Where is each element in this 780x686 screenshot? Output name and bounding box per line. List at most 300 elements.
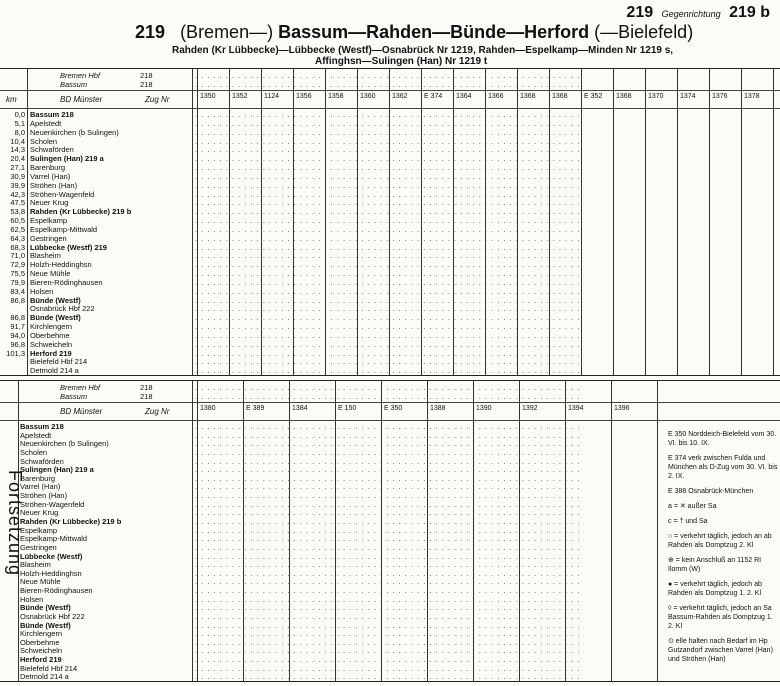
station-row [0, 482, 780, 491]
station-name: Ströhen (Han) [30, 180, 78, 190]
time-dots: . . . . . . . . . . . . . . . . . . . . . . . . . . . . . . . . . . . . . . . . . . . . . . . . . . . . . . . . . . . . . . . [195, 447, 581, 457]
km-value: 60,5 [10, 216, 25, 225]
train-number: 1360 [360, 93, 376, 100]
station-row [0, 629, 780, 638]
time-dots: . . . . . . . . . . . . . . . . . . . . . . . . . . . . . . . . . . . . . . . . . . . . . . . . . . . . . . . . . . . . . . . [195, 286, 581, 296]
time-dots: . . . . . . . . . . . . . . . . . . . . . . . . . . . . . . . . . . . . . . . . . . . . . . . . . . . . . . . . . . . . . . . [195, 672, 581, 682]
time-dots: . . . . . . . . . . . . . . . . . . . . . . . . . . . . . . . . . . . . . . . . . . . . . . . . . . . . . . . . . . . . . . . [195, 586, 581, 596]
station-name: Oberbehme [30, 330, 70, 340]
title-suffix: (—Bielefeld) [594, 22, 694, 42]
time-dots: . . . . . . . . . . . . . . . . . . . . . . . . . . . . . . . . . . . . . . . . . . . . . . . . . . . . . . . . . . . . . . . [195, 304, 581, 314]
time-dots: . . . . . . . . . . . . . . . . . . . . . . . . . . . . . . . . . . . . . . . . . . . . . . . . . . . . . . . . . . . . . . . [195, 525, 581, 535]
station-name: Schweicheln [20, 646, 63, 656]
train-number: E 150 [338, 405, 357, 412]
time-dots: . . . . . . . . . . . . . . . . . . . . . . . . . . . . . . . . . . . . . . . . . . . . . . . . . . . . . . . . . . . . . . . [195, 663, 581, 673]
station-row [0, 357, 780, 366]
station-row [0, 234, 780, 243]
legend-entry: ⊕ = kein Anschluß an 1152 RI Ilomm (W) [668, 557, 762, 573]
time-dots: . . . . . . . . . . . . . . . . . . . . . . . . . . . . . . . . . . . . . . . . . . . . . . . . . . . . . . . . . . . . . . . [195, 577, 581, 587]
time-dots: . . . . . . . . . . . . . . . . . . . . . . . . . . . . . . . . . . . . . . . . . . . . . . . . . . . . . . . . . . . . . . . [195, 430, 581, 440]
station-row [0, 672, 780, 681]
station-row [0, 278, 780, 287]
train-number: E 389 [246, 405, 265, 412]
station-row [0, 198, 780, 207]
time-dots: . . . . . . . . . . . . . . . . . . . . . . . . . . . . . . . . . . . . . . . . . . . . . . . . . . . . . . . . . . . . . . . [195, 216, 581, 225]
station-name: Osnabrück Hbf 222 [20, 611, 85, 621]
station-row [0, 448, 780, 457]
station-name: Neuer Krug [30, 198, 69, 208]
train-number: 1394 [568, 405, 584, 412]
station-name: Holsen [20, 594, 44, 604]
time-dots: . . . . . . . . . . . . . . . . . . . . . . . . . . . . . . . . . . . . . . . . . . . . . . . . . . . . . . . . . . . . . . . [195, 392, 581, 401]
station-row [0, 154, 780, 163]
station-name: Espelkamp-Mittwald [30, 224, 98, 234]
column-rule [335, 381, 336, 681]
time-dots: . . . . . . . . . . . . . . . . . . . . . . . . . . . . . . . . . . . . . . . . . . . . . . . . . . . . . . . . . . . . . . . [195, 646, 581, 656]
station-ref: 218 [140, 71, 153, 80]
column-rule [709, 69, 710, 375]
time-dots: . . . . . . . . . . . . . . . . . . . . . . . . . . . . . . . . . . . . . . . . . . . . . . . . . . . . . . . . . . . . . . . [195, 71, 581, 80]
station-name: Bünde (Westf) [30, 313, 81, 323]
km-value: 39,9 [10, 180, 25, 190]
station-row [0, 260, 780, 269]
station-name: Barenburg [20, 473, 56, 483]
column-rule [517, 69, 518, 375]
top-row [0, 71, 780, 80]
legend-entry: a = ✕ außer Sa [668, 503, 717, 510]
km-value: 30,9 [10, 171, 25, 181]
time-dots: . . . . . . . . . . . . . . . . . . . . . . . . . . . . . . . . . . . . . . . . . . . . . . . . . . . . . . . . . . . . . . . [195, 629, 581, 639]
station-name: Scholen [20, 447, 48, 457]
train-number: E 352 [584, 93, 603, 100]
time-dots: . . . . . . . . . . . . . . . . . . . . . . . . . . . . . . . . . . . . . . . . . . . . . . . . . . . . . . . . . . . . . . . [195, 198, 581, 208]
time-dots: . . . . . . . . . . . . . . . . . . . . . . . . . . . . . . . . . . . . . . . . . . . . . . . . . . . . . . . . . . . . . . . [195, 499, 581, 509]
station-name: Holzh-Heddinghsn [30, 260, 92, 270]
column-rule [243, 381, 244, 681]
station-row [0, 322, 780, 331]
station-name: Schweicheln [30, 339, 73, 349]
station-name: Neuer Krug [20, 508, 59, 518]
km-value: 27,1 [10, 163, 25, 172]
time-dots: . . . . . . . . . . . . . . . . . . . . . . . . . . . . . . . . . . . . . . . . . . . . . . . . . . . . . . . . . . . . . . . [195, 611, 581, 621]
train-number: 1124 [264, 93, 280, 100]
station-name: Detmold 214 a [20, 672, 69, 682]
station-row [0, 296, 780, 305]
station-row [0, 119, 780, 128]
km-value: 68,3 [10, 242, 25, 252]
page-title [135, 22, 693, 43]
station-name: Ströhen (Han) [20, 491, 68, 501]
km-value: 86,8 [10, 313, 25, 323]
column-rule [27, 69, 28, 375]
km-value: 62,5 [10, 224, 25, 234]
station-row [0, 181, 780, 190]
station-name: Bremen Hbf [60, 383, 101, 392]
header-rule [0, 108, 780, 109]
station-row [0, 304, 780, 313]
train-number: 1352 [232, 93, 248, 100]
station-ref: 218 [140, 80, 153, 89]
legend-entry: ○ = verkehrt täglich, jedoch an ab Rahden als Domptzug 2. Kl [668, 533, 772, 549]
column-rule [389, 69, 390, 375]
km-value: 64,3 [10, 233, 25, 243]
station-name: Bieren-Rödinghausen [20, 586, 93, 596]
train-number: 1388 [430, 405, 446, 412]
station-name: Herford 219 [20, 655, 62, 665]
station-ref: 218 [140, 383, 153, 392]
top-row [0, 392, 780, 401]
station-row [0, 534, 780, 543]
station-name: Espelkamp-Mittwald [20, 534, 88, 544]
km-value: 83,4 [10, 286, 25, 296]
station-row [0, 243, 780, 252]
time-dots: . . . . . . . . . . . . . . . . . . . . . . . . . . . . . . . . . . . . . . . . . . . . . . . . . . . . . . . . . . . . . . . [195, 145, 581, 155]
page-number-header [626, 4, 770, 22]
column-rule [453, 69, 454, 375]
station-name: Espelkamp [30, 216, 68, 225]
station-row [0, 340, 780, 349]
column-rule [657, 381, 658, 681]
station-name: Varrel (Han) [30, 171, 71, 181]
time-dots: . . . . . . . . . . . . . . . . . . . . . . . . . . . . . . . . . . . . . . . . . . . . . . . . . . . . . . . . . . . . . . . [195, 542, 581, 552]
time-dots: . . . . . . . . . . . . . . . . . . . . . . . . . . . . . . . . . . . . . . . . . . . . . . . . . . . . . . . . . . . . . . . [195, 251, 581, 261]
column-rule [293, 69, 294, 375]
station-name: Ströhen-Wagenfeld [20, 499, 85, 509]
station-name: Schwaförden [20, 456, 64, 466]
station-row [0, 612, 780, 621]
station-name: Blasheim [20, 560, 51, 570]
station-name: Bünde (Westf) [20, 603, 71, 613]
train-number: 1378 [744, 93, 760, 100]
time-dots: . . . . . . . . . . . . . . . . . . . . . . . . . . . . . . . . . . . . . . . . . . . . . . . . . . . . . . . . . . . . . . . [195, 366, 581, 376]
time-dots: . . . . . . . . . . . . . . . . . . . . . . . . . . . . . . . . . . . . . . . . . . . . . . . . . . . . . . . . . . . . . . . [195, 422, 581, 431]
time-dots: . . . . . . . . . . . . . . . . . . . . . . . . . . . . . . . . . . . . . . . . . . . . . . . . . . . . . . . . . . . . . . . [195, 473, 581, 483]
station-name: Bünde (Westf) [20, 620, 71, 630]
top-row [0, 383, 780, 392]
km-value: 10,4 [10, 136, 25, 146]
train-number: 1368 [616, 93, 632, 100]
time-dots: . . . . . . . . . . . . . . . . . . . . . . . . . . . . . . . . . . . . . . . . . . . . . . . . . . . . . . . . . . . . . . . [195, 339, 581, 349]
train-number: 1364 [456, 93, 472, 100]
timetable-upper [0, 68, 780, 376]
time-dots: . . . . . . . . . . . . . . . . . . . . . . . . . . . . . . . . . . . . . . . . . . . . . . . . . . . . . . . . . . . . . . . [195, 603, 581, 613]
station-name: Ströhen-Wagenfeld [30, 189, 95, 199]
column-rule [421, 69, 422, 375]
train-number: E 350 [384, 405, 403, 412]
column-rule [197, 69, 198, 375]
time-dots: . . . . . . . . . . . . . . . . . . . . . . . . . . . . . . . . . . . . . . . . . . . . . . . . . . . . . . . . . . . . . . . [195, 482, 581, 492]
station-row [0, 646, 780, 655]
subtitle-line-2: Affinghsn—Sulingen (Han) Nr 1219 t [315, 56, 488, 67]
time-dots: . . . . . . . . . . . . . . . . . . . . . . . . . . . . . . . . . . . . . . . . . . . . . . . . . . . . . . . . . . . . . . . [195, 491, 581, 501]
time-dots: . . . . . . . . . . . . . . . . . . . . . . . . . . . . . . . . . . . . . . . . . . . . . . . . . . . . . . . . . . . . . . . [195, 269, 581, 278]
column-rule [613, 69, 614, 375]
time-dots: . . . . . . . . . . . . . . . . . . . . . . . . . . . . . . . . . . . . . . . . . . . . . . . . . . . . . . . . . . . . . . . [195, 242, 581, 252]
column-rule [611, 381, 612, 681]
station-row [0, 349, 780, 358]
station-name: Bielefeld Hbf 214 [30, 357, 88, 367]
station-name: Barenburg [30, 163, 66, 172]
time-dots: . . . . . . . . . . . . . . . . . . . . . . . . . . . . . . . . . . . . . . . . . . . . . . . . . . . . . . . . . . . . . . . [195, 80, 581, 89]
train-number: 1368 [552, 93, 568, 100]
left-number: 219 [626, 4, 654, 21]
zug-nr-label: Zug Nr [145, 407, 170, 416]
train-number: E 374 [424, 93, 443, 100]
time-dots: . . . . . . . . . . . . . . . . . . . . . . . . . . . . . . . . . . . . . . . . . . . . . . . . . . . . . . . . . . . . . . . [195, 110, 581, 119]
time-dots: . . . . . . . . . . . . . . . . . . . . . . . . . . . . . . . . . . . . . . . . . . . . . . . . . . . . . . . . . . . . . . . [195, 207, 581, 217]
km-value: 20,4 [10, 154, 25, 164]
station-row [0, 172, 780, 181]
column-rule [427, 381, 428, 681]
train-number: 1356 [296, 93, 312, 100]
station-row [0, 269, 780, 278]
time-dots: . . . . . . . . . . . . . . . . . . . . . . . . . . . . . . . . . . . . . . . . . . . . . . . . . . . . . . . . . . . . . . . [195, 534, 581, 544]
time-dots: . . . . . . . . . . . . . . . . . . . . . . . . . . . . . . . . . . . . . . . . . . . . . . . . . . . . . . . . . . . . . . . [195, 127, 581, 137]
legend-entry: E 350 Norddeich-Bielefeld vom 30. VI. bis 10. IX. [668, 431, 777, 447]
time-dots: . . . . . . . . . . . . . . . . . . . . . . . . . . . . . . . . . . . . . . . . . . . . . . . . . . . . . . . . . . . . . . . [195, 620, 581, 630]
station-name: Holzh-Heddinghsn [20, 568, 82, 578]
time-dots: . . . . . . . . . . . . . . . . . . . . . . . . . . . . . . . . . . . . . . . . . . . . . . . . . . . . . . . . . . . . . . . [195, 180, 581, 190]
train-number: 1370 [648, 93, 664, 100]
train-number: 1374 [680, 93, 696, 100]
time-dots: . . . . . . . . . . . . . . . . . . . . . . . . . . . . . . . . . . . . . . . . . . . . . . . . . . . . . . . . . . . . . . . [195, 154, 581, 164]
km-value: 5,1 [14, 118, 25, 128]
train-number: 1366 [488, 93, 504, 100]
train-number: 1384 [292, 405, 308, 412]
time-dots: . . . . . . . . . . . . . . . . . . . . . . . . . . . . . . . . . . . . . . . . . . . . . . . . . . . . . . . . . . . . . . . [195, 508, 581, 518]
km-value: 79,9 [10, 277, 25, 287]
station-row [0, 366, 780, 375]
time-dots: . . . . . . . . . . . . . . . . . . . . . . . . . . . . . . . . . . . . . . . . . . . . . . . . . . . . . . . . . . . . . . . [195, 551, 581, 561]
column-rule [741, 69, 742, 375]
station-name: Oberbehme [20, 637, 60, 647]
header-rule [0, 402, 780, 403]
column-rule [197, 381, 198, 681]
time-dots: . . . . . . . . . . . . . . . . . . . . . . . . . . . . . . . . . . . . . . . . . . . . . . . . . . . . . . . . . . . . . . . [195, 348, 581, 358]
station-row [0, 137, 780, 146]
column-rule [357, 69, 358, 375]
time-dots: . . . . . . . . . . . . . . . . . . . . . . . . . . . . . . . . . . . . . . . . . . . . . . . . . . . . . . . . . . . . . . . [195, 330, 581, 340]
column-rule [325, 69, 326, 375]
station-row [0, 251, 780, 260]
legend [668, 430, 778, 670]
title-prefix: (Bremen—) [180, 22, 274, 42]
train-number: 1350 [200, 93, 216, 100]
time-dots: . . . . . . . . . . . . . . . . . . . . . . . . . . . . . . . . . . . . . . . . . . . . . . . . . . . . . . . . . . . . . . . [195, 224, 581, 234]
column-rule [581, 69, 582, 375]
station-name: Apelstedt [20, 430, 52, 440]
column-rule [473, 381, 474, 681]
station-row [0, 287, 780, 296]
station-name: Varrel (Han) [20, 482, 61, 492]
column-rule [289, 381, 290, 681]
title-route: Bassum—Rahden—Bünde—Herford [278, 22, 590, 42]
station-name: Scholen [30, 136, 58, 146]
station-name: Sulingen (Han) 219 a [30, 154, 104, 164]
station-name: Gestringen [30, 233, 67, 243]
time-dots: . . . . . . . . . . . . . . . . . . . . . . . . . . . . . . . . . . . . . . . . . . . . . . . . . . . . . . . . . . . . . . . [195, 637, 581, 647]
subtitle-line-1: Rahden (Kr Lübbecke)—Lübbecke (Westf)—Osnabrück Nr 1219, Rahden—Espelkamp—Minden Nr 1219 s, [172, 45, 674, 56]
column-rule [381, 381, 382, 681]
station-name: Sulingen (Han) 219 a [20, 465, 94, 475]
station-name: Holsen [30, 286, 54, 296]
time-dots: . . . . . . . . . . . . . . . . . . . . . . . . . . . . . . . . . . . . . . . . . . . . . . . . . . . . . . . . . . . . . . . [195, 568, 581, 578]
title-number: 219 [135, 22, 166, 42]
time-dots: . . . . . . . . . . . . . . . . . . . . . . . . . . . . . . . . . . . . . . . . . . . . . . . . . . . . . . . . . . . . . . . [195, 295, 581, 305]
station-row [0, 128, 780, 137]
train-number: 1362 [392, 93, 408, 100]
km-value: 101,3 [6, 348, 25, 358]
km-value: 96,8 [10, 339, 25, 349]
km-value: 71,0 [10, 251, 25, 261]
station-row [0, 595, 780, 604]
station-name: Bassum [60, 80, 88, 89]
time-dots: . . . . . . . . . . . . . . . . . . . . . . . . . . . . . . . . . . . . . . . . . . . . . . . . . . . . . . . . . . . . . . . [195, 189, 581, 199]
column-rule [519, 381, 520, 681]
zug-nr-label: Zug Nr [145, 95, 170, 104]
column-rule [485, 69, 486, 375]
km-value: 8,0 [14, 127, 25, 137]
train-number: 1376 [712, 93, 728, 100]
station-name: Neue Mühle [30, 269, 71, 278]
bd-header: BD Münster [60, 407, 103, 416]
right-number: 219 b [729, 4, 770, 21]
time-dots: . . . . . . . . . . . . . . . . . . . . . . . . . . . . . . . . . . . . . . . . . . . . . . . . . . . . . . . . . . . . . . . [195, 322, 581, 331]
timetable-lower [0, 380, 780, 682]
station-row [0, 225, 780, 234]
station-name: Detmold 214 a [30, 366, 79, 376]
top-row [0, 80, 780, 89]
time-dots: . . . . . . . . . . . . . . . . . . . . . . . . . . . . . . . . . . . . . . . . . . . . . . . . . . . . . . . . . . . . . . . [195, 163, 581, 172]
time-dots: . . . . . . . . . . . . . . . . . . . . . . . . . . . . . . . . . . . . . . . . . . . . . . . . . . . . . . . . . . . . . . . [195, 439, 581, 449]
header-rule [0, 90, 780, 91]
time-dots: . . . . . . . . . . . . . . . . . . . . . . . . . . . . . . . . . . . . . . . . . . . . . . . . . . . . . . . . . . . . . . . [195, 357, 581, 367]
station-name: Lübbecke (Westf) 219 [30, 242, 107, 252]
header-rule [0, 420, 780, 421]
column-rule [645, 69, 646, 375]
train-number: 1368 [520, 93, 536, 100]
station-row [0, 163, 780, 172]
station-name: Schwaförden [30, 145, 74, 155]
time-dots: . . . . . . . . . . . . . . . . . . . . . . . . . . . . . . . . . . . . . . . . . . . . . . . . . . . . . . . . . . . . . . . [195, 260, 581, 270]
legend-entry: c = † und Sa [668, 518, 708, 525]
train-number: 1380 [200, 405, 216, 412]
train-number: 1396 [614, 405, 630, 412]
station-name: Herford 219 [30, 348, 72, 358]
station-row [0, 577, 780, 586]
time-dots: . . . . . . . . . . . . . . . . . . . . . . . . . . . . . . . . . . . . . . . . . . . . . . . . . . . . . . . . . . . . . . . [195, 465, 581, 475]
time-dots: . . . . . . . . . . . . . . . . . . . . . . . . . . . . . . . . . . . . . . . . . . . . . . . . . . . . . . . . . . . . . . . [195, 516, 581, 526]
station-name: Neuenkirchen (b Sulingen) [20, 439, 109, 449]
time-dots: . . . . . . . . . . . . . . . . . . . . . . . . . . . . . . . . . . . . . . . . . . . . . . . . . . . . . . . . . . . . . . . [195, 560, 581, 570]
station-name: Lübbecke (Westf) [20, 551, 83, 561]
station-name: Bassum 218 [30, 110, 74, 119]
km-value: 42,3 [10, 189, 25, 199]
km-value: 94,0 [10, 330, 25, 340]
station-name: Neue Mühle [20, 577, 61, 587]
time-dots: . . . . . . . . . . . . . . . . . . . . . . . . . . . . . . . . . . . . . . . . . . . . . . . . . . . . . . . . . . . . . . . [195, 594, 581, 604]
km-value: 91,7 [10, 322, 25, 331]
station-name: Neuenkirchen (b Sulingen) [30, 127, 119, 137]
km-label: km [6, 95, 17, 104]
column-rule [192, 69, 193, 375]
legend-entry: E 374 verk zwischen Fulda und München als D-Zug vom 30. VI. bis 2. IX. [668, 455, 778, 480]
fortsetzung-label: Fortsetzung [5, 470, 25, 577]
station-row [0, 560, 780, 569]
column-rule [677, 69, 678, 375]
column-rule [773, 69, 774, 375]
column-rule [229, 69, 230, 375]
train-number: 1390 [476, 405, 492, 412]
station-name: Kirchlengern [30, 322, 73, 331]
column-rule [261, 69, 262, 375]
column-rule [565, 381, 566, 681]
station-row [0, 110, 780, 119]
station-row [0, 145, 780, 154]
bd-header: BD Münster [60, 95, 103, 104]
station-ref: 218 [140, 392, 153, 401]
station-name: Kirchlengern [20, 629, 63, 639]
station-name: Osnabrück Hbf 222 [30, 304, 95, 314]
station-name: Bielefeld Hbf 214 [20, 663, 78, 673]
station-row [0, 543, 780, 552]
km-value: 47,5 [10, 198, 25, 208]
station-row [0, 517, 780, 526]
station-name: Blasheim [30, 251, 61, 261]
station-row [0, 431, 780, 440]
km-value: 86,8 [10, 295, 25, 305]
station-row [0, 313, 780, 322]
train-number: 1358 [328, 93, 344, 100]
time-dots: . . . . . . . . . . . . . . . . . . . . . . . . . . . . . . . . . . . . . . . . . . . . . . . . . . . . . . . . . . . . . . . [195, 277, 581, 287]
station-row [0, 190, 780, 199]
station-name: Bünde (Westf) [30, 295, 81, 305]
station-row [0, 207, 780, 216]
time-dots: . . . . . . . . . . . . . . . . . . . . . . . . . . . . . . . . . . . . . . . . . . . . . . . . . . . . . . . . . . . . . . . [195, 655, 581, 665]
station-name: Rahden (Kr Lübbecke) 219 b [30, 207, 132, 217]
station-name: Bieren-Rödinghausen [30, 277, 103, 287]
station-name: Espelkamp [20, 525, 58, 535]
station-row [0, 331, 780, 340]
time-dots: . . . . . . . . . . . . . . . . . . . . . . . . . . . . . . . . . . . . . . . . . . . . . . . . . . . . . . . . . . . . . . . [195, 456, 581, 466]
time-dots: . . . . . . . . . . . . . . . . . . . . . . . . . . . . . . . . . . . . . . . . . . . . . . . . . . . . . . . . . . . . . . . [195, 118, 581, 128]
time-dots: . . . . . . . . . . . . . . . . . . . . . . . . . . . . . . . . . . . . . . . . . . . . . . . . . . . . . . . . . . . . . . . [195, 233, 581, 243]
legend-entry: ◊ = verkehrt täglich, jedoch an Sa Bassum-Rahden als Domptzug 1. 2. Kl [668, 605, 773, 630]
time-dots: . . . . . . . . . . . . . . . . . . . . . . . . . . . . . . . . . . . . . . . . . . . . . . . . . . . . . . . . . . . . . . . [195, 171, 581, 181]
station-row [0, 500, 780, 509]
station-name: Apelstedt [30, 118, 62, 128]
km-value: 72,9 [10, 260, 25, 270]
gegenrichtung-label: Gegenrichtung [661, 9, 721, 19]
station-name: Bremen Hbf [60, 71, 101, 80]
time-dots: . . . . . . . . . . . . . . . . . . . . . . . . . . . . . . . . . . . . . . . . . . . . . . . . . . . . . . . . . . . . . . . [195, 136, 581, 146]
time-dots: . . . . . . . . . . . . . . . . . . . . . . . . . . . . . . . . . . . . . . . . . . . . . . . . . . . . . . . . . . . . . . . [195, 313, 581, 323]
time-dots: . . . . . . . . . . . . . . . . . . . . . . . . . . . . . . . . . . . . . . . . . . . . . . . . . . . . . . . . . . . . . . . [195, 383, 581, 392]
station-name: Bassum 218 [20, 422, 64, 431]
column-rule [192, 381, 193, 681]
station-row [0, 664, 780, 673]
station-row [0, 465, 780, 474]
station-name: Rahden (Kr Lübbecke) 219 b [20, 516, 122, 526]
column-rule [549, 69, 550, 375]
legend-entry: E 388 Osnabrück-München [668, 488, 754, 495]
station-name: Bassum [60, 392, 88, 401]
train-number: 1392 [522, 405, 538, 412]
km-value: 75,5 [10, 269, 25, 278]
km-value: 53,8 [10, 207, 25, 217]
legend-entry: ⊙ elle halten nach Bedarf im Hp Gutzandorf zwischen Varrel (Han) und Ströhen (Han) [668, 638, 773, 663]
km-value: 14,3 [10, 145, 25, 155]
